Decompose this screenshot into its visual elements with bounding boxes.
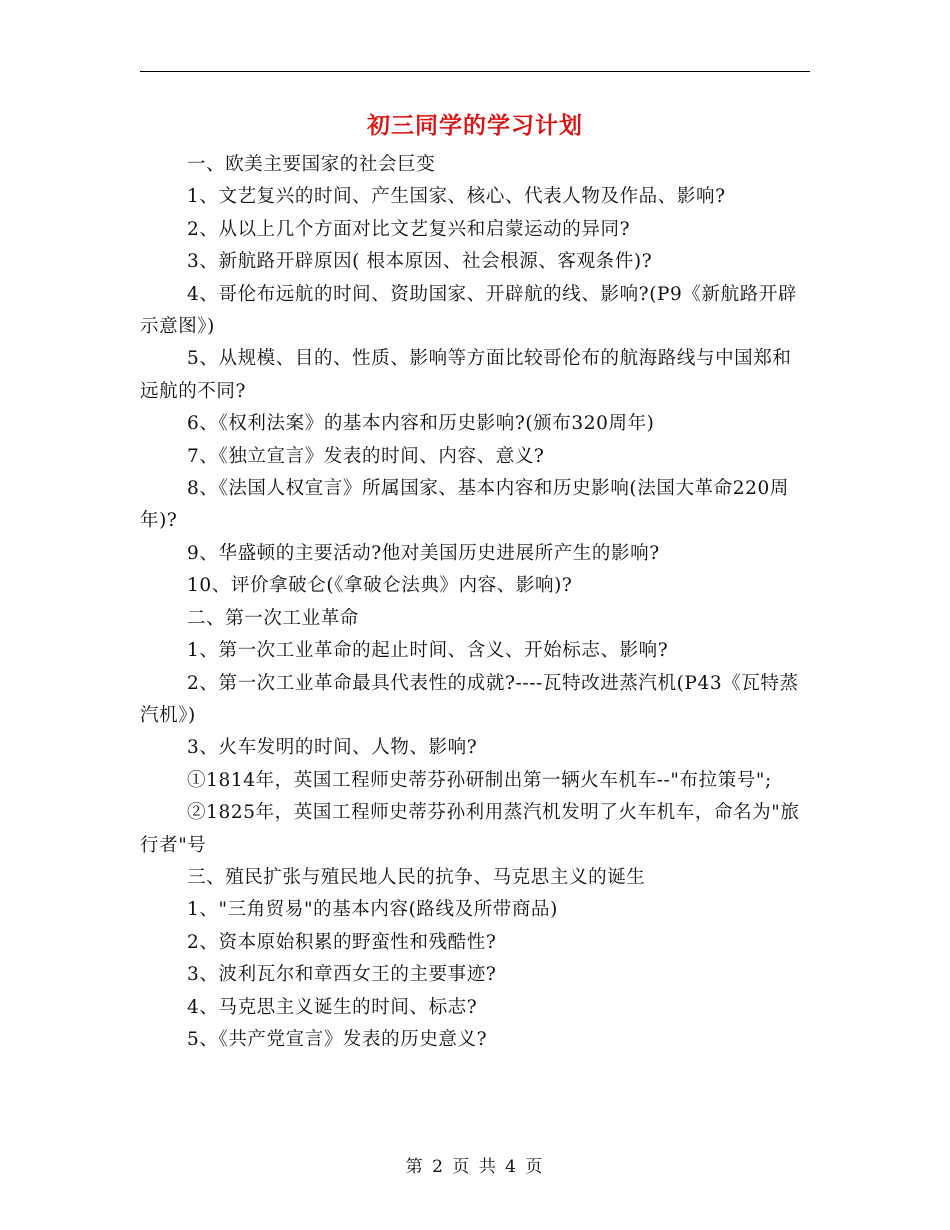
question-item: 2、第一次工业革命最具代表性的成就?----瓦特改进蒸汽机(P43《瓦特蒸汽机》) bbox=[140, 672, 799, 726]
question-item: 2、从以上几个方面对比文艺复兴和启蒙运动的异同? bbox=[187, 218, 631, 240]
page-number-footer: 第 2 页 共 4 页 bbox=[405, 1157, 545, 1177]
section-heading: 三、殖民扩张与殖民地人民的抗争、马克思主义的诞生 bbox=[187, 866, 646, 888]
question-item: 10、评价拿破仑(《拿破仑法典》内容、影响)? bbox=[187, 575, 573, 597]
document-title: 初三同学的学习计划 bbox=[367, 112, 583, 139]
question-item: 7、《独立宣言》发表的时间、内容、意义? bbox=[187, 445, 545, 467]
answer-item: ①1814年，英国工程师史蒂芬孙研制出第一辆火车机车--"布拉策号"; bbox=[187, 769, 772, 791]
question-item: 4、哥伦布远航的时间、资助国家、开辟航的线、影响?(P9《新航路开辟示意图》) bbox=[140, 283, 798, 338]
answer-item: ②1825年，英国工程师史蒂芬孙利用蒸汽机发明了火车机车，命名为"旅行者"号 bbox=[140, 802, 800, 856]
document-body bbox=[140, 149, 810, 1056]
section-heading: 二、第一次工业革命 bbox=[187, 607, 359, 629]
question-item: 8、《法国人权宣言》所属国家、基本内容和历史影响(法国大革命220周年)? bbox=[140, 478, 789, 532]
question-item: 1、第一次工业革命的起止时间、含义、开始标志、影响? bbox=[187, 640, 669, 662]
question-item: 9、华盛顿的主要活动?他对美国历史进展所产生的影响? bbox=[187, 542, 660, 564]
question-item: 6、《权利法案》的基本内容和历史影响?(颁布320周年) bbox=[187, 413, 655, 435]
question-item: 5、《共产党宣言》发表的历史意义? bbox=[187, 1028, 488, 1050]
question-item: 3、波利瓦尔和章西女王的主要事迹? bbox=[187, 964, 497, 986]
question-item: 2、资本原始积累的野蛮性和残酷性? bbox=[187, 931, 497, 953]
question-item: 1、文艺复兴的时间、产生国家、核心、代表人物及作品、影响? bbox=[187, 186, 726, 208]
question-item: 3、火车发明的时间、人物、影响? bbox=[187, 737, 478, 759]
section-heading: 一、欧美主要国家的社会巨变 bbox=[187, 154, 436, 175]
question-item: 1、"三角贸易"的基本内容(路线及所带商品) bbox=[187, 899, 558, 921]
question-item: 4、马克思主义诞生的时间、标志? bbox=[187, 996, 478, 1018]
header-rule bbox=[140, 71, 810, 72]
question-item: 5、从规模、目的、性质、影响等方面比较哥伦布的航海路线与中国郑和远航的不同? bbox=[140, 348, 792, 402]
question-item: 3、新航路开辟原因( 根本原因、社会根源、客观条件)? bbox=[187, 251, 653, 273]
